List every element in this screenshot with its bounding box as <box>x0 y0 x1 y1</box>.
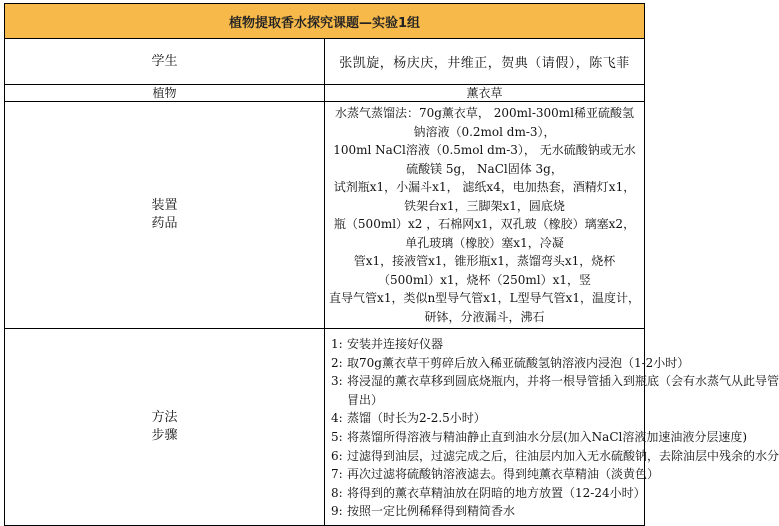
step-number: 1: <box>331 337 343 352</box>
equipment-line: 100ml NaCl溶液（0.5mol dm-3）， 无水硫酸钠或无水硫酸镁 5g， NaCl固体 3g， <box>333 143 636 176</box>
step-number: 7: <box>331 467 343 482</box>
students-value: 张凯旋，杨庆庆，井维正，贺典（请假），陈飞菲 <box>325 39 645 85</box>
method-steps-list <box>331 335 779 521</box>
equipment-line: 瓶（500ml）x2 ，石棉网x1，双孔玻（橡胶）璃塞x2，单孔玻璃（橡胶）塞x1，冷凝 <box>333 217 636 250</box>
experiment-sheet-table <box>4 3 779 526</box>
equipment-list <box>325 102 645 329</box>
step-text: 将蒸馏所得溶液与精油静止直到油水分层(加入NaCl溶液加速油液分层速度) <box>347 430 748 444</box>
plant-label-cell <box>5 85 325 102</box>
step-number: 2: <box>331 355 343 370</box>
step-text: 蒸馏（时长为2-2.5小时） <box>347 411 486 426</box>
method-label-line1: 方法 <box>151 410 178 425</box>
title-row <box>5 4 645 39</box>
equipment-row <box>5 102 645 329</box>
step-item <box>331 484 646 503</box>
method-steps-cell <box>325 329 779 526</box>
step-item <box>331 335 638 354</box>
step-item <box>331 447 779 466</box>
plant-row <box>5 85 645 102</box>
step-number: 4: <box>331 411 343 426</box>
students-label-cell <box>5 39 325 85</box>
equipment-label-cell <box>5 102 325 329</box>
step-number: 6: <box>331 448 343 463</box>
step-number: 8: <box>331 485 343 500</box>
step-text: 将浸湿的薰衣草移到圆底烧瓶内，并将一根导管插入到瓶底（会有水蒸气从此导管 <box>347 374 779 389</box>
step-item <box>331 354 690 373</box>
step-number: 9: <box>331 504 343 519</box>
equipment-label-line1: 装置 <box>151 198 178 213</box>
students-row <box>5 39 645 85</box>
step-item <box>331 428 748 447</box>
step-text: 过滤得到油层，过滤完成之后，往油层内加入无水硫酸钠，去除油层中残余的水分 <box>347 448 779 463</box>
plant-value: 薰衣草 <box>325 85 645 102</box>
step-text: 取70g薰衣草干剪碎后放入稀亚硫酸氢钠溶液内浸泡（1-2小时） <box>347 355 690 370</box>
method-row <box>5 329 645 526</box>
step-text: 将得到的薰衣草精油放在阴暗的地方放置（12-24小时） <box>347 485 646 500</box>
step-text: 按照一定比例稀释得到精简香水 <box>347 504 516 519</box>
step-text: 冒出） <box>347 392 384 407</box>
sheet-title: 植物提取香水探究课题—实验1组 <box>5 4 645 39</box>
equipment-line: 试剂瓶x1，小漏斗x1， 滤纸x4，电加热套，酒精灯x1，铁架台x1，三脚架x1，圆底烧 <box>333 180 636 213</box>
method-label-cell <box>5 329 325 526</box>
step-item <box>331 502 638 521</box>
equipment-line: 管x1，接液管x1，锥形瓶x1，蒸馏弯头x1，烧杯（500ml）x1，烧杯（250ml）x1，竖 <box>353 254 616 287</box>
step-number: 3: <box>331 374 343 389</box>
step-item <box>331 465 660 484</box>
step-item <box>331 409 638 428</box>
step-number: 5: <box>331 430 343 444</box>
plant-label: 植物 <box>152 86 177 100</box>
step-item-continuation <box>331 391 638 410</box>
method-label-line2: 步骤 <box>151 428 178 443</box>
equipment-line: 直导气管x1，类似n型导气管x1，L型导气管x1，温度计，研钵，分液漏斗，沸石 <box>329 291 640 324</box>
students-label: 学生 <box>151 53 178 69</box>
step-text: 再次过滤将硫酸钠溶液滤去。得到纯薰衣草精油（淡黄色） <box>347 467 660 482</box>
equipment-label-line2: 药品 <box>151 216 178 231</box>
equipment-line: 水蒸气蒸馏法：70g薰衣草， 200ml-300ml稀亚硫酸氢钠溶液（0.2mol dm-3）， <box>334 106 635 139</box>
step-text: 安装并连接好仪器 <box>347 337 444 352</box>
step-item <box>331 372 779 391</box>
